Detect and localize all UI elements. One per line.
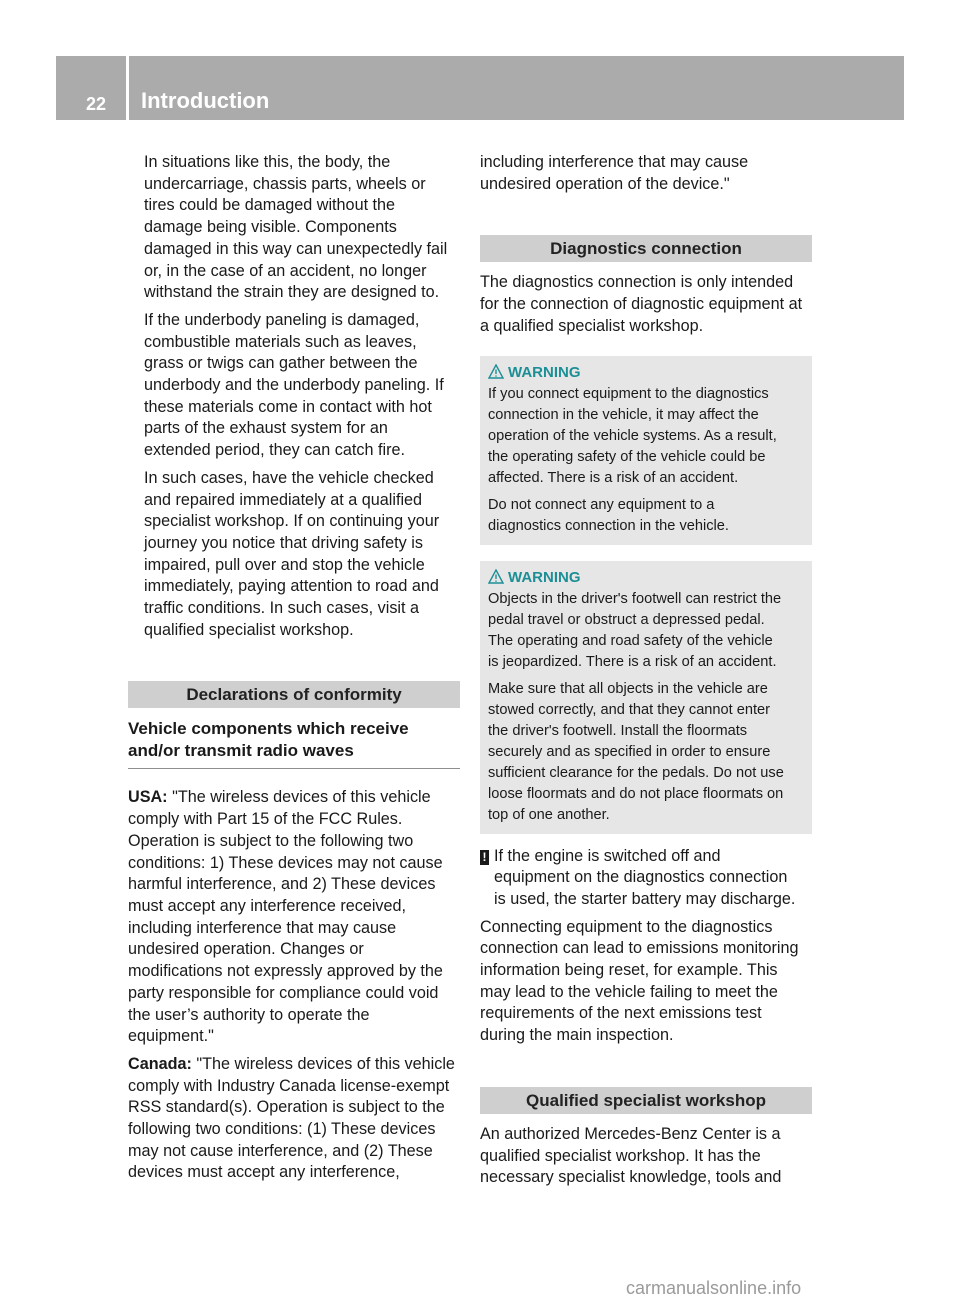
notice-battery [480, 846, 812, 911]
text-line: If the underbody paneling is damaged, [144, 310, 420, 329]
canada-label: Canada: [128, 1054, 192, 1073]
text-line: undercarriage, chassis parts, wheels or [144, 174, 426, 193]
warning-box-footwell [480, 561, 812, 834]
text-line: securely and as specified in order to ensure [488, 743, 771, 760]
text-line: and repaired immediately at a qualified [144, 490, 423, 509]
text-line: loose floormats and do not place floormats on [488, 785, 784, 802]
header-divider [126, 56, 129, 120]
text-line: including interference that may cause [480, 153, 749, 171]
text-line: qualified specialist workshop. [144, 620, 354, 639]
usa-label: USA: [128, 788, 168, 807]
text-line: extended period, they can catch fire. [144, 441, 405, 460]
text-line: combustible materials such as leaves, [144, 332, 417, 351]
text-line: conditions: 1) These devices may not cause [128, 853, 443, 872]
text-line: harmful interference, and 2) These devices [128, 875, 436, 894]
text-line: connection can lead to emissions monitoring [480, 939, 799, 958]
text-line: these materials come in contact with hot [144, 397, 432, 416]
text-line: Operation is subject to the following two [128, 831, 414, 850]
text-line: party responsible for compliance could void [128, 983, 439, 1002]
text-line: sufficient clearance for the pedals. Do not use [488, 764, 784, 781]
text-line: Vehicle components which receive [128, 719, 409, 739]
text-line: impaired, pull over and stop the vehicle [144, 555, 425, 574]
text-line: parts of the exhaust system for an [144, 419, 388, 438]
paragraph-damage [144, 152, 460, 304]
text-line: may lead to the vehicle failing to meet the [480, 982, 778, 1001]
page-number: 22 [86, 94, 107, 114]
paragraph-underbody [144, 310, 460, 462]
text-line: the driver's footwell. Install the floormats [488, 722, 748, 739]
right-column [480, 152, 812, 1195]
paragraph-workshop [480, 1124, 812, 1189]
text-line: Make sure that all objects in the vehicle are [488, 680, 768, 697]
text-line: for the connection of diagnostic equipment at [480, 295, 803, 314]
text-line: comply with Industry Canada license-exempt [128, 1076, 450, 1095]
text-line: a qualified specialist workshop. [480, 316, 704, 335]
text-line: top of one another. [488, 806, 610, 823]
warning-title: WARNING [488, 362, 804, 384]
text-line: or, in the case of an accident, no longer [144, 261, 427, 280]
warning-text [488, 495, 804, 537]
section-title-workshop: Qualified specialist workshop [480, 1087, 812, 1114]
text-line: the user’s authority to operate the [128, 1005, 370, 1024]
text-line: specialist workshop. If on continuing your [144, 512, 440, 531]
warning-text [488, 679, 804, 826]
section-title-declarations: Declarations of conformity [128, 681, 460, 708]
warning-triangle-icon [488, 364, 504, 379]
text-line: The operating and road safety of the vehicle [488, 632, 773, 649]
text-line: pedal travel or obstruct a depressed pedal. [488, 611, 765, 628]
paragraph-have-checked [144, 468, 460, 642]
text-line: grass or twigs can gather between the [144, 354, 418, 373]
warning-title: WARNING [488, 567, 804, 589]
paragraph-emissions [480, 917, 812, 1047]
paragraph-canada: Canada: "The wireless devices of this vehicle comply with Industry Canada license-exempt RSS standard(s). Operation is subject to the following two conditions: (1) These devices may not cause interference, and (2) These devices must accept any interference, [128, 1054, 460, 1184]
text-line: undesired operation. Changes or [128, 940, 364, 959]
text-line: qualified specialist workshop. It has the [480, 1146, 761, 1165]
text-line: during the main inspection. [480, 1026, 674, 1045]
text-line: RSS standard(s). Operation is subject to the [128, 1098, 445, 1117]
text-line: is used, the starter battery may discharge. [494, 889, 796, 908]
paragraph-usa: USA: "The wireless devices of this vehicle comply with Part 15 of the FCC Rules. Operation is subject to the following two conditions: 1) These devices may not cause harmful interference, and 2) These devices must accept any interference received, including interference that may cause undesired operation. Changes or modifications not expressly approved by the party responsible for compliance could void the user’s authority to operate the equipment." [128, 787, 460, 1047]
text-line: affected. There is a risk of an accident. [488, 469, 739, 486]
text-line: damage being visible. Components [144, 218, 397, 237]
paragraph-continued [480, 152, 812, 195]
subheading-radio-waves [128, 718, 460, 769]
text-line: traffic conditions. In such cases, visit a [144, 599, 420, 618]
watermark: carmanualsonline.info [626, 1278, 802, 1298]
warning-text [488, 589, 804, 673]
text-line: The diagnostics connection is only intended [480, 273, 794, 292]
paragraph-diagnostics [480, 272, 812, 337]
text-line: In situations like this, the body, the [144, 153, 391, 171]
text-line: An authorized Mercedes-Benz Center is a [480, 1124, 781, 1143]
warning-triangle-icon [488, 569, 504, 584]
text-line: is jeopardized. There is a risk of an accident. [488, 653, 777, 670]
warning-text [488, 384, 804, 489]
text-line: undesired operation of the device." [480, 174, 730, 193]
text-line: information being reset, for example. This [480, 961, 778, 980]
text-line: tires could be damaged without the [144, 196, 396, 215]
section-title-diagnostics: Diagnostics connection [480, 235, 812, 262]
text-line: journey you notice that driving safety is [144, 533, 423, 552]
text-line: Connecting equipment to the diagnostics [480, 917, 773, 936]
exclamation-icon: ! [480, 850, 489, 865]
left-column [128, 152, 460, 1190]
page-title: Introduction [141, 88, 270, 113]
text-line: operation of the vehicle systems. As a result, [488, 427, 777, 444]
text-line: modifications not expressly approved by the [128, 962, 443, 981]
text-line: Objects in the driver's footwell can restrict the [488, 590, 782, 607]
text-line: and/or transmit radio waves [128, 741, 354, 761]
text-line: the operating safety of the vehicle could be [488, 448, 766, 465]
text-line: withstand the strain they are designed to. [144, 283, 440, 302]
warning-box-diagnostics [480, 356, 812, 545]
text-line: damaged in this way can unexpectedly fail [144, 239, 448, 258]
text-line: requirements of the next emissions test [480, 1004, 762, 1023]
text-line: If you connect equipment to the diagnostics [488, 385, 769, 402]
text-line: stowed correctly, and that they cannot enter [488, 701, 771, 718]
text-line: Do not connect any equipment to a [488, 496, 715, 513]
text-line: comply with Part 15 of the FCC Rules. [128, 810, 403, 829]
text-line: equipment on the diagnostics connection [494, 868, 788, 887]
text-line: including interference that may cause [128, 918, 397, 937]
text-line: diagnostics connection in the vehicle. [488, 517, 729, 534]
text-line: necessary specialist knowledge, tools and [480, 1168, 782, 1187]
text-line: connection in the vehicle, it may affect the [488, 406, 759, 423]
text-line: devices must accept any interference, [128, 1163, 400, 1182]
text-line: may not cause interference, and (2) These [128, 1141, 433, 1160]
text-line: If the engine is switched off and [494, 846, 721, 865]
text-line: equipment." [128, 1027, 214, 1046]
text-line: immediately, paying attention to road and [144, 577, 439, 596]
text-line: following two conditions: (1) These devices [128, 1120, 436, 1139]
text-line: underbody and the underbody paneling. If [144, 376, 444, 395]
text-line: must accept any interference received, [128, 896, 407, 915]
text-line: In such cases, have the vehicle checked [144, 468, 434, 487]
